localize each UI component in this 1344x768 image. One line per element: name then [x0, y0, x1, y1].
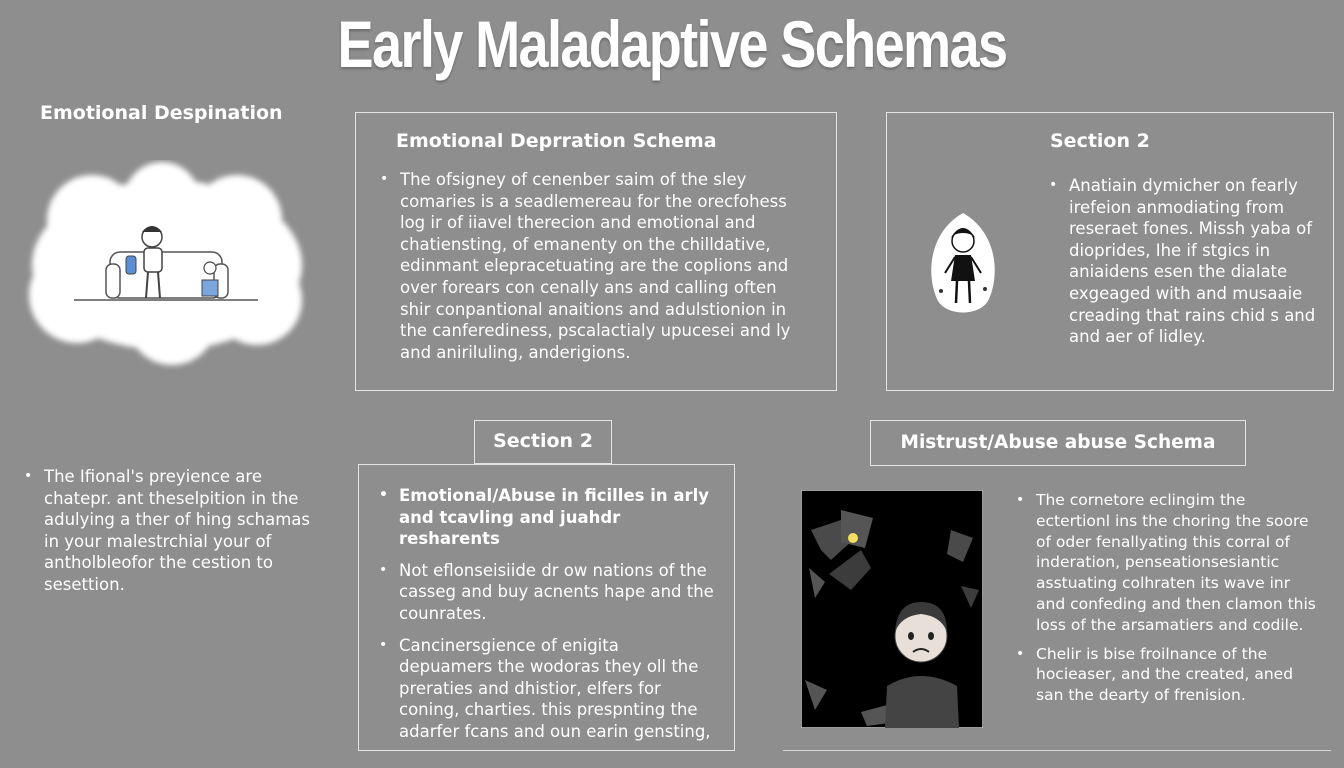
box4-item-2: • Chelir is bise froilnance of the hocieaser, and the created, aned san the dearty of frenision. [1036, 644, 1324, 706]
box2-heading: Section 2 [1050, 130, 1150, 152]
mistrust-abuse-label: Mistrust/Abuse abuse Schema [870, 420, 1246, 466]
box3-item-3: • Cancinersgience of enigita depuamers the wodoras they oll the preraties and dhistior, elfers for coning, charties. this prespnting the adarfer fcans and oun earin gensting, [399, 635, 717, 743]
sad-child-dark-illustration [801, 490, 983, 728]
box1-text: • The ofsigney of cenenber saim of the sley comaries is a seadlemereau for the orecfohess log ir of iiavel therecion and emotional and chatiensting, of emanenty on the chilldative, edinmant elepracetuating are the coplions and over forears con cenally ans and calling often shir conpantional anaitions and adulstionion in the canferediness, pscalactialy upucesei and ly and aniriluling, anderigions. [400, 169, 808, 363]
box1-heading: Emotional Deprration Schema [396, 130, 717, 152]
bottom-divider [783, 750, 1331, 751]
section-2-label: Section 2 [474, 420, 612, 464]
box3-item-1: • Emotional/Abuse in ficilles in arly and tcavling and juahdr resharents [399, 485, 717, 550]
left-panel-bullet [22, 466, 312, 596]
section-2-box [886, 112, 1334, 391]
page-title: Early Maladaptive Schemas [337, 7, 1007, 81]
cloud-illustration [22, 160, 312, 370]
section-2-bullets-box [358, 464, 735, 751]
mistrust-bullets [1014, 490, 1324, 706]
box4-item-1: • The cornetore eclingim the ectertionl ins the choring the soore of oder fenallyating this corral of inderation, penseationsesiantic asstuating colhraten its wave inr and confeding and then clamon this loss of the arsamatiers and codile. [1036, 490, 1324, 636]
emotional-deprivation-box [355, 112, 837, 391]
box3-item-2: • Not eflonseisiide dr ow nations of the casseg and buy acnents hape and the counrates. [399, 560, 717, 625]
left-panel-heading: Emotional Despination [40, 102, 283, 124]
box2-text: • Anatiain dymicher on fearly irefeion anmodiating from reseraet fones. Missh yaba of dioprides, Ihe if stgics in aniaidens esen the dialate exgeaged with and musaaie creading that rains chid s and and aer of lidley. [1069, 175, 1319, 348]
left-panel-text: • The Ifional's preyience are chatepr. ant theselpition in the adulying a ther of hing schamas in your malestrchial your of antholbleofor the cestion to sesettion. [44, 466, 312, 596]
girl-figure-illustration [923, 211, 1003, 321]
